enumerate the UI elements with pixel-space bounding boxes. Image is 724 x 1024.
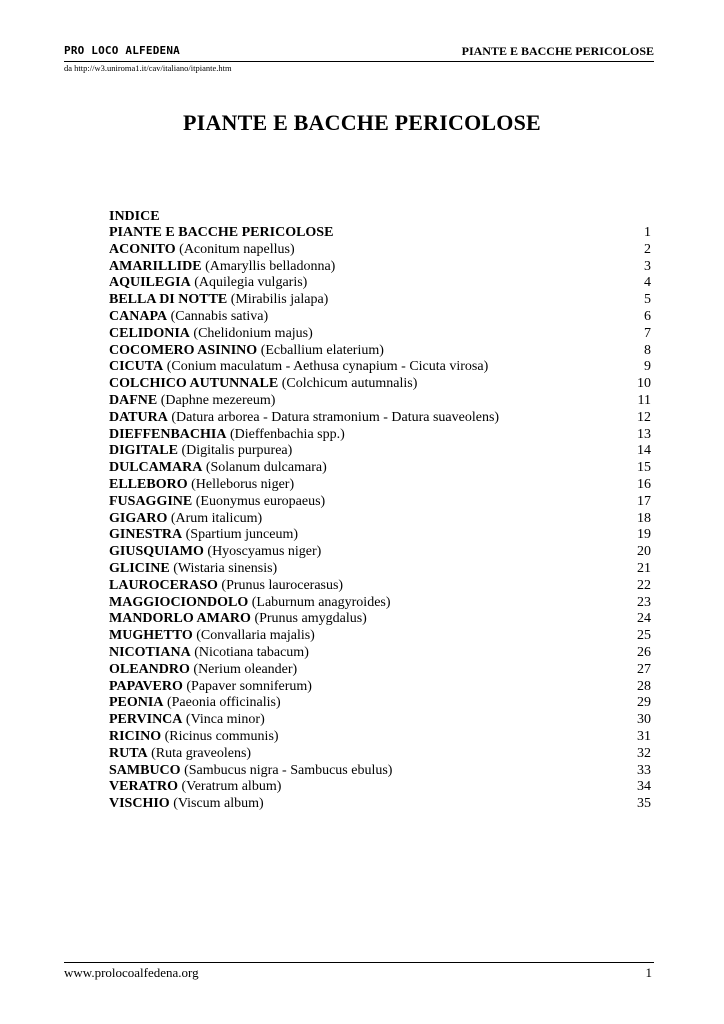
toc-entry-scientific-name: (Aquilegia vulgaris) xyxy=(194,275,308,291)
toc-entry-scientific-name: (Paeonia officinalis) xyxy=(166,695,281,711)
toc-entry-name: CELIDONIA xyxy=(109,325,190,341)
toc-entry-name: DIEFFENBACHIA xyxy=(109,426,227,442)
toc-entry-name: DIGITALE xyxy=(109,443,178,459)
toc-entry-page: 22 xyxy=(637,577,651,593)
toc-entry-name: COCOMERO ASININO xyxy=(109,342,258,358)
toc-entry-scientific-name: (Prunus amygdalus) xyxy=(254,611,367,627)
toc-entry-name: PIANTE E BACCHE PERICOLOSE xyxy=(109,225,334,240)
toc-entry-scientific-name: (Vinca minor) xyxy=(185,712,265,728)
toc-entry-scientific-name: (Convallaria majalis) xyxy=(196,628,315,644)
toc-entry-name: GINESTRA xyxy=(109,527,183,543)
toc-entry-name: ELLEBORO xyxy=(109,476,188,492)
toc-heading: INDICE xyxy=(109,209,160,224)
footer-page-number: 1 xyxy=(645,965,652,980)
toc-entry-name: VERATRO xyxy=(109,779,178,795)
toc-entry-scientific-name: (Solanum dulcamara) xyxy=(205,460,327,476)
toc-entry-name: DATURA xyxy=(109,409,168,425)
toc-entry-scientific-name: (Conium maculatum - Aethusa cynapium - Cicuta virosa) xyxy=(166,359,489,375)
toc-entry-scientific-name: (Euonymus europaeus) xyxy=(195,493,326,509)
source-url: da http://w3.uniroma1.it/cav/italiano/itpiante.htm xyxy=(64,63,232,73)
footer-url: www.prolocoalfedena.org xyxy=(64,965,199,980)
toc-entry-name: RICINO xyxy=(109,728,162,744)
toc-entry-page: 23 xyxy=(637,594,651,610)
toc-entry xyxy=(109,410,651,427)
toc-entry-page: 35 xyxy=(637,796,651,812)
toc-entry-page: 6 xyxy=(644,308,651,324)
toc-entry-name: FUSAGGINE xyxy=(109,493,193,509)
toc-entry-page: 29 xyxy=(637,695,651,711)
toc-entry-page: 8 xyxy=(644,342,651,358)
toc-entry xyxy=(109,443,651,460)
toc-entry-page: 10 xyxy=(637,376,651,392)
toc-entry-page: 33 xyxy=(637,762,651,778)
toc-entry-scientific-name: (Nicotiana tabacum) xyxy=(194,644,309,660)
toc-entry-scientific-name: (Amaryllis belladonna) xyxy=(205,258,336,274)
toc-entry-page: 12 xyxy=(637,409,651,425)
toc-entry-page: 9 xyxy=(644,359,651,375)
toc-entry xyxy=(109,460,651,477)
toc-entry-page: 21 xyxy=(637,560,651,576)
toc-entry-page: 4 xyxy=(644,275,651,291)
toc-entry xyxy=(109,427,651,444)
toc-entry-scientific-name: (Datura arborea - Datura stramonium - Datura suaveolens) xyxy=(171,409,500,425)
toc-entry-name: SAMBUCO xyxy=(109,762,181,778)
toc-entry-page: 25 xyxy=(637,628,651,644)
toc-entry-page: 24 xyxy=(637,611,651,627)
toc-entry-page: 19 xyxy=(637,527,651,543)
toc-entry-scientific-name: (Dieffenbachia spp.) xyxy=(229,426,345,442)
toc-entry-scientific-name: (Helleborus niger) xyxy=(191,476,295,492)
toc-entry-page: 26 xyxy=(637,644,651,660)
footer-divider xyxy=(64,962,654,963)
toc-entry-scientific-name: (Cannabis sativa) xyxy=(170,308,269,324)
header-organization: PRO LOCO ALFEDENA xyxy=(64,44,180,57)
toc-entry xyxy=(109,662,651,679)
toc-entry-scientific-name: (Veratrum album) xyxy=(181,779,282,795)
toc-entry-scientific-name: (Sambucus nigra - Sambucus ebulus) xyxy=(184,762,393,778)
header-divider xyxy=(64,61,654,62)
toc-entry-name: CICUTA xyxy=(109,359,164,375)
toc-entry xyxy=(109,326,651,343)
toc-entry xyxy=(109,343,651,360)
toc-entry xyxy=(109,628,651,645)
toc-entry xyxy=(109,242,651,259)
toc-entry-name: MAGGIOCIONDOLO xyxy=(109,594,249,610)
toc-entry xyxy=(109,796,651,813)
toc-entry-scientific-name: (Prunus laurocerasus) xyxy=(221,577,344,593)
toc-entry-name: PAPAVERO xyxy=(109,678,183,694)
toc-entry xyxy=(109,225,651,242)
toc-entry xyxy=(109,259,651,276)
toc-entry-page: 16 xyxy=(637,476,651,492)
toc-entry-scientific-name: (Nerium oleander) xyxy=(193,661,298,677)
toc-entry-name: PERVINCA xyxy=(109,712,183,728)
toc-entry-name: NICOTIANA xyxy=(109,644,191,660)
toc-entry-scientific-name: (Ricinus communis) xyxy=(164,728,279,744)
toc-entry xyxy=(109,595,651,612)
toc-entry xyxy=(109,645,651,662)
toc-entry xyxy=(109,393,651,410)
toc-entry-scientific-name: (Digitalis purpurea) xyxy=(181,443,293,459)
toc-entry-page: 1 xyxy=(644,225,651,240)
toc-entry xyxy=(109,544,651,561)
page-title: PIANTE E BACCHE PERICOLOSE xyxy=(183,110,541,135)
toc-entry xyxy=(109,477,651,494)
toc-entry-scientific-name: (Viscum album) xyxy=(173,796,264,812)
toc-entry-name: MUGHETTO xyxy=(109,628,193,644)
toc-entry-page: 31 xyxy=(637,728,651,744)
toc-entry-name: CANAPA xyxy=(109,308,168,324)
toc-entry-name: OLEANDRO xyxy=(109,661,190,677)
toc-entry-scientific-name: (Chelidonium majus) xyxy=(193,325,313,341)
toc-entry xyxy=(109,359,651,376)
toc-list xyxy=(109,225,651,813)
toc-entry xyxy=(109,611,651,628)
toc-entry-page: 27 xyxy=(637,661,651,677)
toc-entry-scientific-name: (Spartium junceum) xyxy=(185,527,299,543)
table-of-contents xyxy=(109,208,651,813)
toc-entry-scientific-name: (Ecballium elaterium) xyxy=(260,342,384,358)
toc-entry-scientific-name: (Papaver somniferum) xyxy=(186,678,312,694)
toc-entry-page: 7 xyxy=(644,325,651,341)
toc-entry-scientific-name: (Arum italicum) xyxy=(170,510,263,526)
toc-entry-name: COLCHICO AUTUNNALE xyxy=(109,376,279,392)
header-document-title: PIANTE E BACCHE PERICOLOSE xyxy=(461,44,654,58)
toc-entry-name: BELLA DI NOTTE xyxy=(109,292,228,308)
toc-entry xyxy=(109,376,651,393)
toc-entry-name: PEONIA xyxy=(109,695,164,711)
toc-entry-page: 20 xyxy=(637,544,651,560)
toc-entry xyxy=(109,763,651,780)
toc-entry xyxy=(109,527,651,544)
toc-entry xyxy=(109,695,651,712)
toc-entry-name: ACONITO xyxy=(109,241,176,257)
toc-entry-name: GIGARO xyxy=(109,510,168,526)
toc-entry-page: 15 xyxy=(637,460,651,476)
toc-entry-page: 5 xyxy=(644,292,651,308)
toc-entry xyxy=(109,779,651,796)
toc-entry xyxy=(109,561,651,578)
toc-entry xyxy=(109,729,651,746)
toc-entry-name: AMARILLIDE xyxy=(109,258,202,274)
toc-entry-page: 14 xyxy=(637,443,651,459)
toc-entry-page: 3 xyxy=(644,258,651,274)
toc-entry xyxy=(109,309,651,326)
toc-entry-name: GLICINE xyxy=(109,560,170,576)
toc-entry-name: DAFNE xyxy=(109,392,158,408)
toc-entry-scientific-name: (Aconitum napellus) xyxy=(179,241,295,257)
page-header xyxy=(64,44,654,60)
toc-entry-page: 18 xyxy=(637,510,651,526)
toc-entry-page: 2 xyxy=(644,241,651,257)
toc-entry xyxy=(109,746,651,763)
toc-entry-scientific-name: (Hyoscyamus niger) xyxy=(207,544,322,560)
toc-entry-name: VISCHIO xyxy=(109,796,170,812)
toc-entry-name: MANDORLO AMARO xyxy=(109,611,251,627)
toc-entry-scientific-name: (Wistaria sinensis) xyxy=(173,560,278,576)
toc-entry-page: 32 xyxy=(637,745,651,761)
toc-entry-page: 13 xyxy=(637,426,651,442)
toc-entry xyxy=(109,578,651,595)
toc-entry xyxy=(109,712,651,729)
toc-entry-scientific-name: (Ruta graveolens) xyxy=(151,745,252,761)
toc-entry-scientific-name: (Laburnum anagyroides) xyxy=(251,594,391,610)
toc-entry xyxy=(109,679,651,696)
toc-entry-page: 34 xyxy=(637,779,651,795)
toc-entry-name: GIUSQUIAMO xyxy=(109,544,204,560)
toc-entry-page: 17 xyxy=(637,493,651,509)
toc-entry-scientific-name: (Mirabilis jalapa) xyxy=(230,292,329,308)
toc-entry-name: DULCAMARA xyxy=(109,460,203,476)
toc-entry-page: 30 xyxy=(637,712,651,728)
toc-entry xyxy=(109,292,651,309)
toc-entry-page: 28 xyxy=(637,678,651,694)
toc-entry-name: LAUROCERASO xyxy=(109,577,218,593)
toc-entry-page: 11 xyxy=(637,392,651,408)
toc-entry-scientific-name: (Colchicum autumnalis) xyxy=(281,376,418,392)
toc-entry-name: RUTA xyxy=(109,745,148,761)
toc-entry xyxy=(109,494,651,511)
toc-entry-scientific-name: (Daphne mezereum) xyxy=(160,392,276,408)
toc-entry xyxy=(109,511,651,528)
toc-entry-name: AQUILEGIA xyxy=(109,275,191,291)
toc-entry xyxy=(109,275,651,292)
